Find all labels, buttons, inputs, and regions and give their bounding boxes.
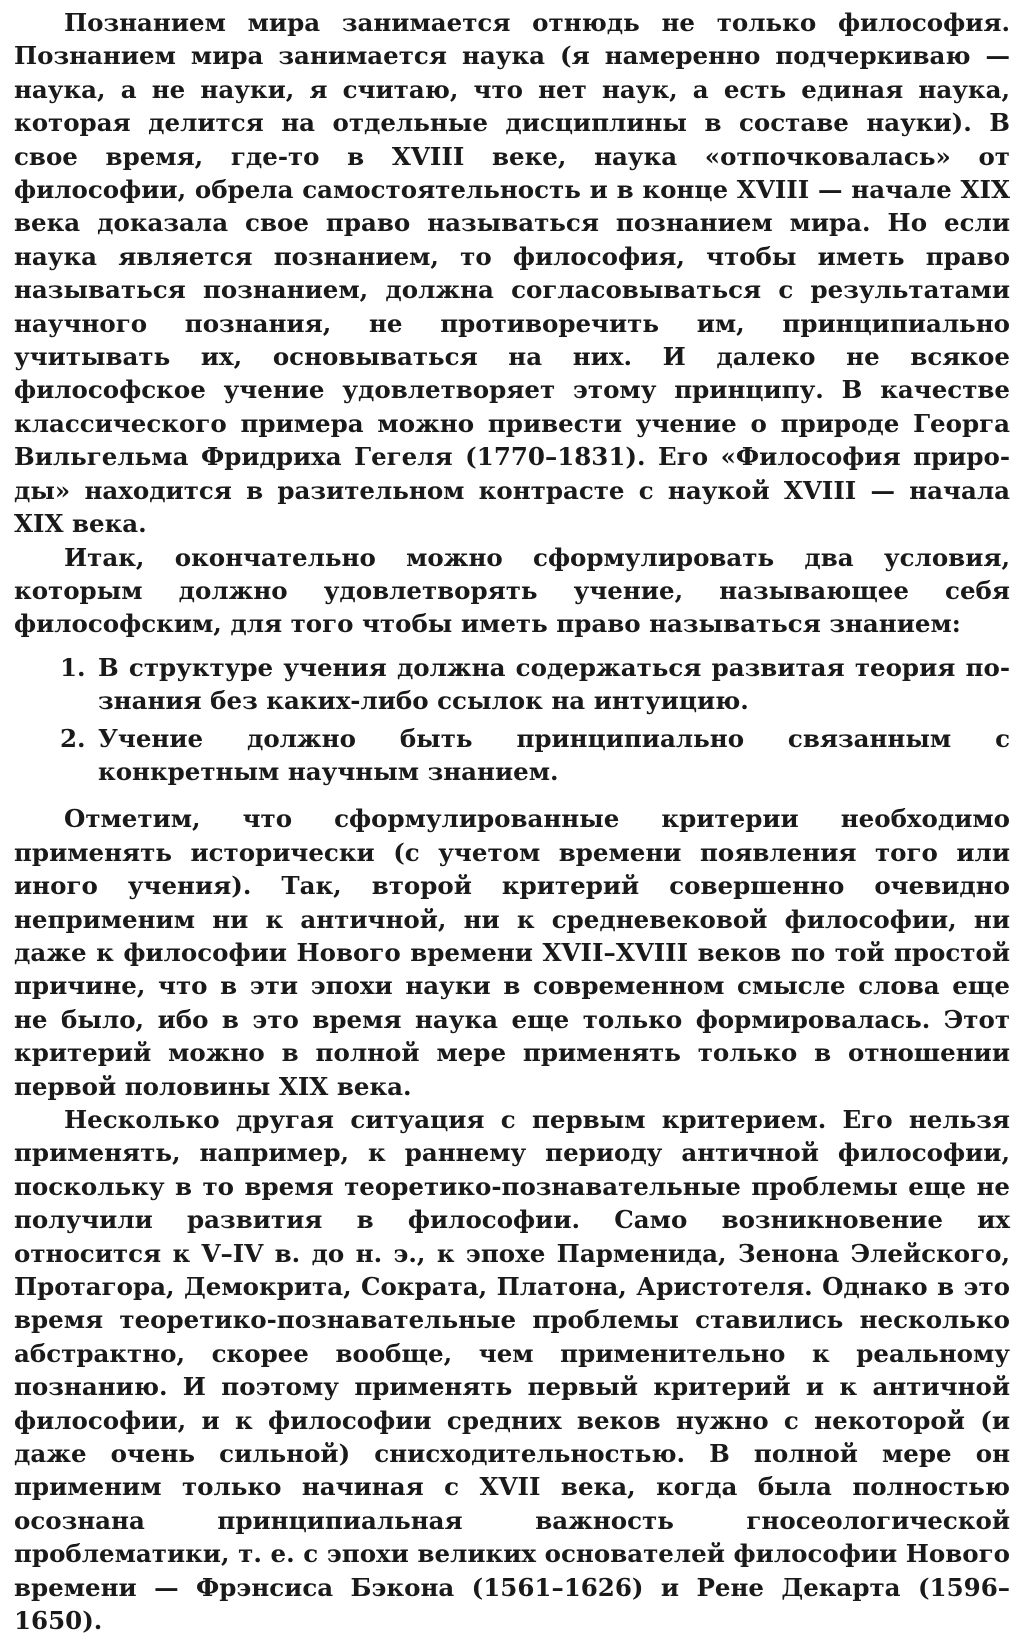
criteria-list [14, 651, 1010, 789]
list-item-number: 1. [60, 652, 86, 682]
document-page [14, 6, 1010, 1638]
list-item-text: В структуре учения должна содержаться развитая теория познания без каких-либо ссылок на интуицию. [98, 652, 1010, 716]
list-item-text: Учение должно быть принципиально связанным с конкретным научным знанием. [98, 723, 1010, 786]
paragraph-1: Познанием мира занимается отнюдь не только философия. Познанием мира занимается наука (я намеренно подчеркиваю — наука, а не науки, я считаю, что нет наук, а есть единая наука, которая делится на отдельные дисциплины в составе науки). В свое время, где-то в XVIII веке, наука «отпочковалась» от философии, обрела самостоятельность и в конце XVIII — начале XIX века доказала свое право называться познанием мира. Но если наука является познанием, то философия, чтобы иметь право называться познанием, должна согласовываться с результатами научного познания, не противоречить им, принципиально учитывать их, основываться на них. И далеко не всякое философское учение удовлетворяет этому принципу. В качестве классического примера можно привести учение о природе Георга Вильгельма Фридриха Гегеля (1770–1831). Его «Философия природы» находится в разительном контрасте с наукой XVIII — начала XIX века. [14, 8, 1010, 539]
paragraph-3: Отметим, что сформулированные критерии необходимо применять исторически (с учетом времени появления того или иного учения). Так, второй критерий совершенно очевидно неприменим ни к античной, ни к средневековой философии, ни даже к философии Нового времени XVII–XVIII веков по той простой причине, что в эти эпохи науки в современном смысле слова еще не было, ибо в это время наука еще только формировалась. Этот критерий можно в полной мере применять только в отношении первой половины XIX века. [14, 804, 1010, 1101]
paragraph-4: Несколько другая ситуация с первым критерием. Его нельзя применять, например, к раннему периоду античной философии, поскольку в то время теоретико-познавательные проблемы еще не получили развития в философии. Само возникновение их относится к V–IV в. до н. э., к эпохе Парменида, Зенона Элейского, Протагора, Демокрита, Сократа, Платона, Аристотеля. Однако в это время теоретико-познавательные проблемы ставились несколько абстрактно, скорее вообще, чем применительно к реальному познанию. И поэтому применять первый критерий и к античной философии, и к философии средних веков нужно с некоторой (и даже очень сильной) снисходительностью. В полной мере он применим только начиная с XVII века, когда была полностью осознана принципиальная важность гносеологической проблематики, т. е. с эпохи великих основателей философии Нового времени — Фрэнсиса Бэкона (1561–1626) и Рене Декарта (1596–1650). [14, 1105, 1010, 1636]
list-item-number: 2. [60, 723, 86, 753]
list-item [14, 651, 1010, 718]
list-item [14, 722, 1010, 789]
paragraph-2: Итак, окончательно можно сформулировать два условия, которым должно удовлетворять учение, называющее себя философским, для того чтобы иметь право называться знанием: [14, 542, 1010, 639]
